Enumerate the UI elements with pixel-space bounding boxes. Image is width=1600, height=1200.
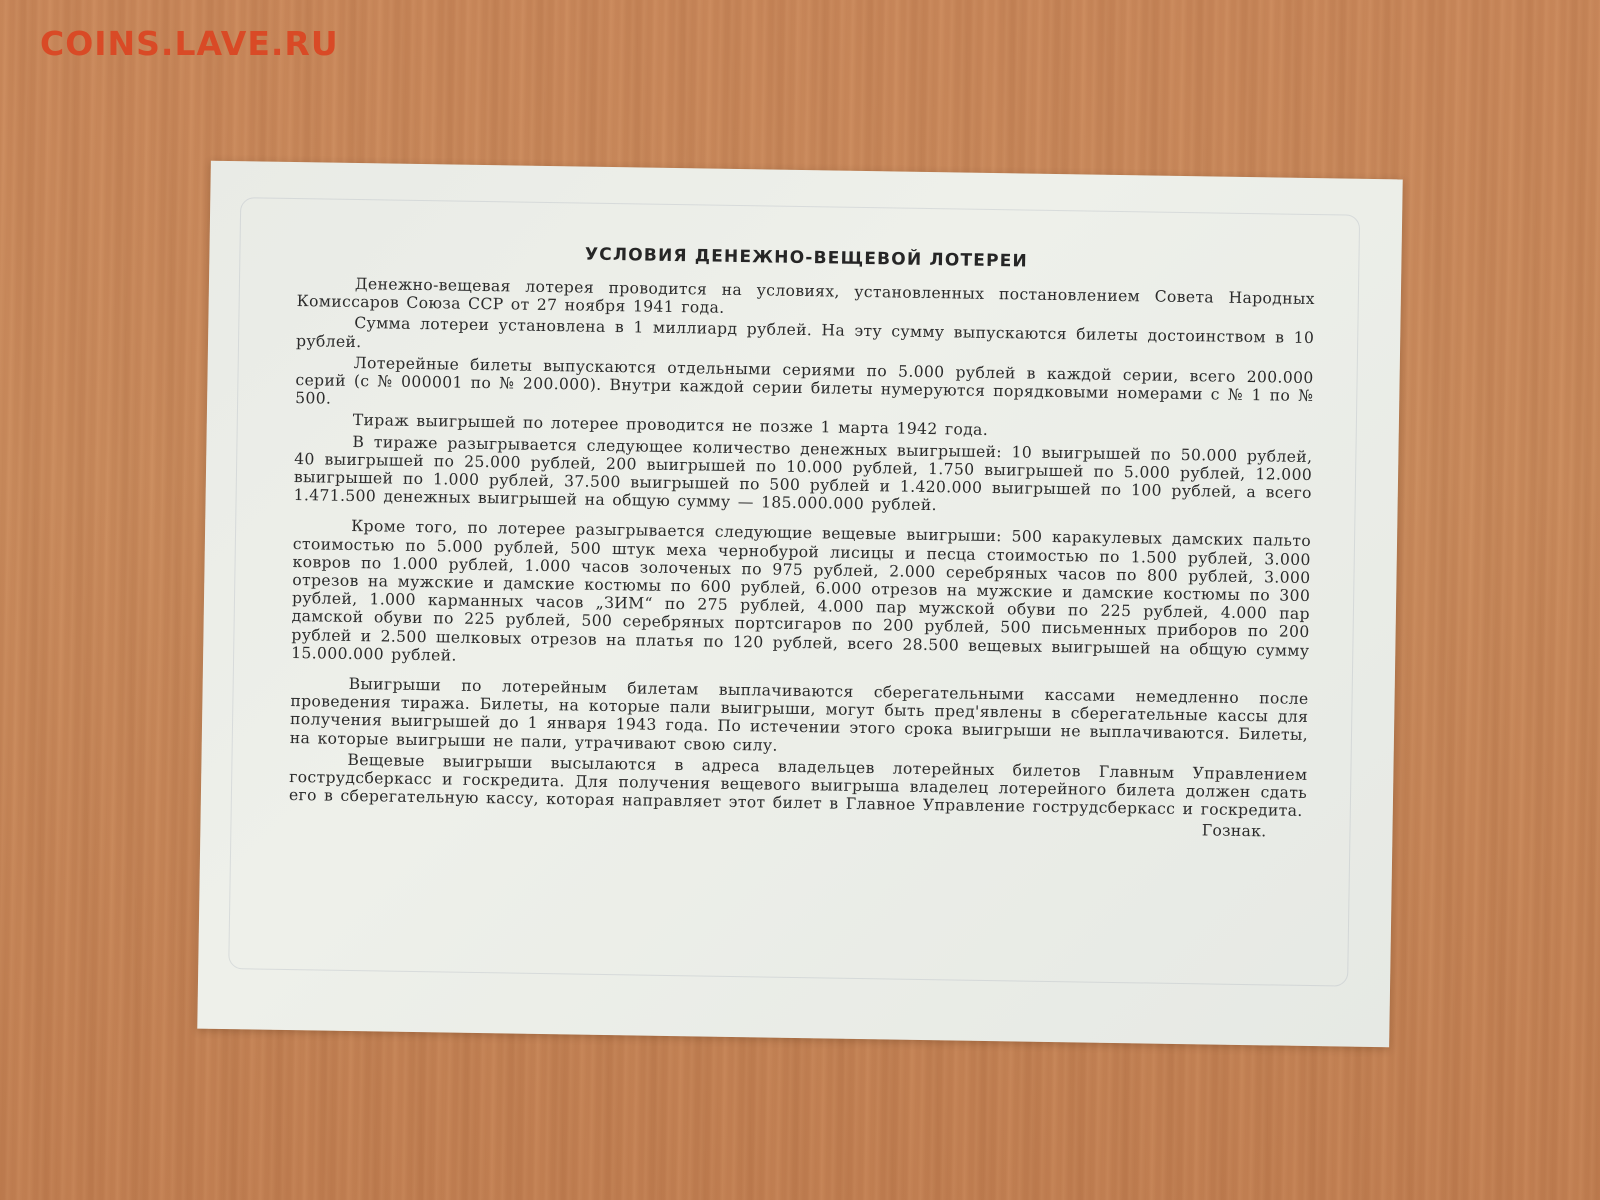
paragraph-legal-basis: Денежно-вещевая лотерея проводится на условиях, установленных постановлением Совета Народных Комиссаров Союза ССР от 27 ноября 1941 года. (296, 274, 1315, 317)
lottery-ticket-back (197, 161, 1402, 1048)
watermark-logo: COINS.LAVE.RU (40, 24, 339, 63)
paragraph-payout: Выигрыши по лотерейным билетам выплачиваются сберегательными кассами немедленно после проведения тиража. Билеты, на которые пали выигрыши, могут быть пред'явлены в сберегательные кассы для получения выигрышей до 1 января 1943 года. По истечении этого срока выигрыши не выплачиваются. Билеты, на которые выигрыши не пали, утрачивают свою силу. (289, 674, 1309, 755)
paragraph-cash-prizes: В тираже разыгрывается следующее количество денежных выигрышей: 10 выигрышей по 50.000 рублей, 40 выигрышей по 25.000 рублей, 200 выигрышей по 10.000 рублей, 1.750 выигрышей по 5.000 рублей, 12.000 выигрышей по 1.000 рублей, 37.500 выигрышей по 500 рублей и 1.420.000 выигрышей по 100 рублей, а всего 1.471.500 денежных выигрышей на общую сумму — 185.000.000 рублей. (293, 432, 1313, 515)
paragraph-goods-delivery: Вещевые выигрыши высылаются в адреса владельцев лотерейных билетов Главным Управлением гострудсберкасс и госкредита. Для получения вещевого выигрыша владелец лотерейного билета должен сдать его в сберегательную кассу, которая направляет этот билет в Главное Управление гострудсберкасс и госкредита. (288, 750, 1308, 821)
paragraph-draw-date: Тираж выигрышей по лотерее проводится не позже 1 марта 1942 года. (352, 411, 989, 440)
ticket-title: УСЛОВИЯ ДЕНЕЖНО-ВЕЩЕВОЙ ЛОТЕРЕИ (584, 244, 1029, 272)
signature-goznak: Гознак. (1201, 821, 1267, 841)
paragraph-series: Лотерейные билеты выпускаются отдельными сериями по 5.000 рублей в каждой серии, всего 200.000 серий (с № 000001 по № 200.000). Внутри каждой серии билеты нумеруются порядковыми номерами с № 1 по № 500. (295, 353, 1314, 408)
paragraph-goods-prizes: Кроме того, по лотерее разыгрывается следующие вещевые выигрыши: 500 каракулевых дамских пальто стоимостью по 5.000 рублей, 500 штук меха чернобурой лисицы и песца стоимостью по 1.500 рублей, 3.000 ковров по 1.000 рублей, 1.000 часов золоченых по 975 рублей, 2.000 серебряных часов по 800 рублей, 3.000 отрезов на мужские и дамские костюмы по 600 рублей, 6.000 отрезов на мужские и дамские костюмы по 300 рублей, 1.000 карманных часов „ЗИМ“ по 275 рублей, 4.000 пар мужской обуви по 225 рублей, 4.000 пар дамской обуви по 225 рублей, 500 серебряных портсигаров по 200 рублей, 500 письменных приборов по 200 рублей и 2.500 шелковых отрезов на платья по 120 рублей, всего 28.500 вещевых выигрышей на общую сумму 15.000.000 рублей. (291, 517, 1312, 665)
paragraph-lottery-sum: Сумма лотереи установлена в 1 миллиард рублей. На эту сумму выпускаются билеты достоинством в 10 рублей. (295, 314, 1315, 351)
ticket-text-block (288, 240, 1315, 841)
